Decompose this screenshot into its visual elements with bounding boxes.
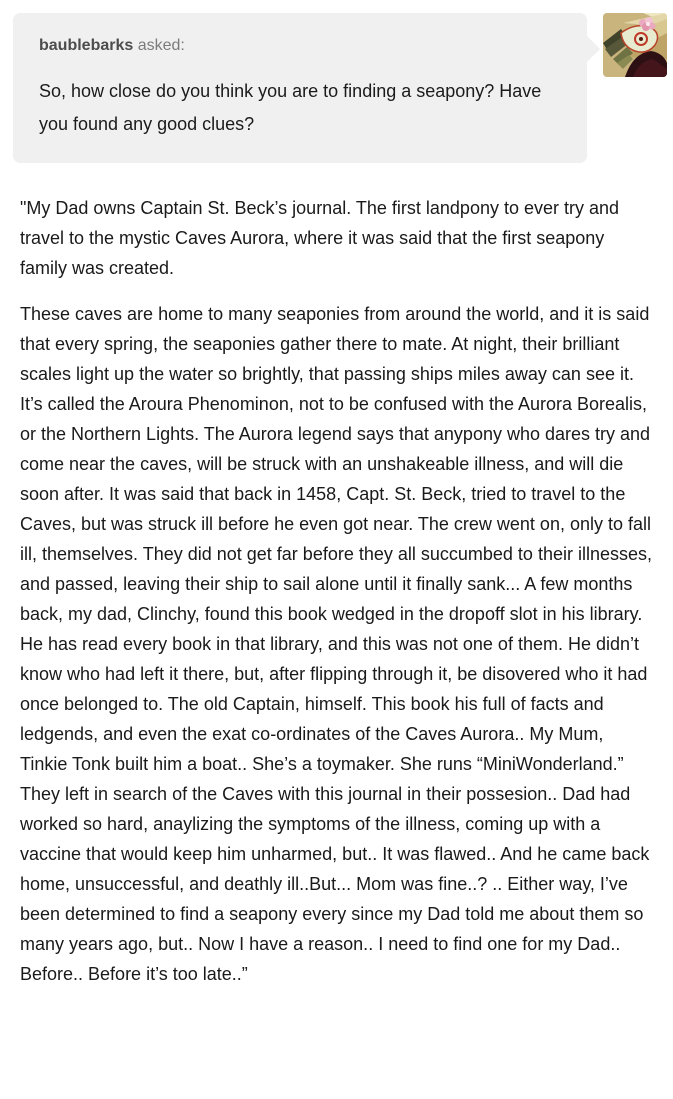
asker-avatar-image bbox=[603, 13, 667, 77]
asker-username[interactable]: baublebarks bbox=[39, 37, 134, 54]
answer-paragraph: These caves are home to many seaponies from around the world, and it is said that every spring, the seaponies gather there to mate. At night, their brilliant scales light up the water so brightly, that passing ships miles away can see it. It’s called the Aroura Phenominon, not to be confused with the Aurora Borealis, or the Northern Lights. The Aurora legend says that anypony who dares try and come near the caves, will be struck with an unshakeable illness, and will die soon after. It was said that back in 1458, Capt. St. Beck, tried to travel to the Caves, but was struck ill before he even got near. The crew went on, only to fall ill, themselves. They did not get far before they all succumbed to their illnesses, and passed, leaving their ship to sail alone until it finally sank... A few months back, my dad, Clinchy, found this book wedged in the dropoff slot in his library. He has read every book in that library, and this was not one of them. He didn’t know who had left it there, but, after flipping through it, be disovered who it had once belonged to. The old Captain, himself. This book his full of facts and ledgends, and even the exat co-ordinates of the Caves Aurora.. My Mum, Tinkie Tonk built him a boat.. She’s a toymaker. She runs “MiniWonderland.” They left in search of the Caves with this journal in their possesion.. Dad had worked so hard, anaylizing the symptoms of the illness, coming up with a vaccine that would keep him unharmed, but.. It was flawed.. And he came back home, unsuccessful, and deathly ill..But... Mom was fine..? .. Either way, I’ve been determined to find a seapony every since my Dad told me about them so many years ago, but.. Now I have a reason.. I need to find one for my Dad.. Before.. Before it’s too late..” bbox=[20, 304, 652, 984]
answer-body bbox=[0, 163, 673, 1009]
ask-header bbox=[39, 37, 561, 55]
answer-paragraph: "My Dad owns Captain St. Beck’s journal. The first landpony to ever try and travel to the mystic Caves Aurora, where it was said that the first seapony family was created. bbox=[20, 198, 620, 278]
ask-bubble bbox=[13, 13, 587, 163]
ask-question-text: So, how close do you think you are to finding a seapony? Have you found any good clues? bbox=[39, 81, 542, 134]
asker-avatar[interactable] bbox=[603, 13, 667, 77]
ask-section bbox=[0, 0, 673, 163]
ask-bubble-wrap bbox=[13, 13, 587, 163]
asked-label: asked: bbox=[137, 37, 185, 54]
bubble-pointer-icon bbox=[586, 35, 600, 63]
